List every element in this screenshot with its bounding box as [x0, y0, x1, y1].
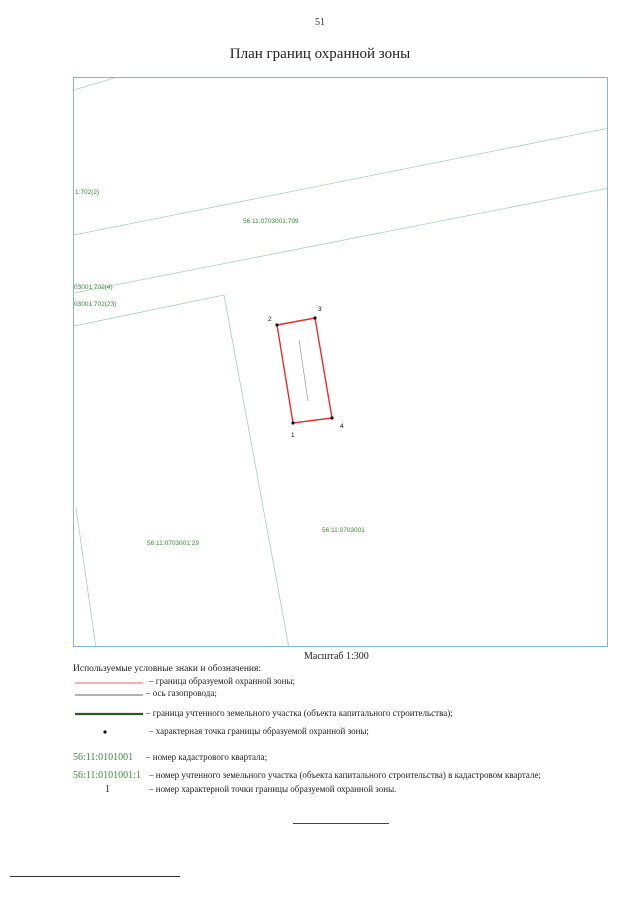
parcel-label: 1:702(2) — [75, 189, 100, 196]
axis-line-symbol — [73, 688, 143, 700]
gas-axis — [299, 340, 308, 401]
point-3 — [313, 316, 316, 319]
quarter-label: 56:11:0703001 — [322, 527, 365, 534]
map-scale: Масштаб 1:300 — [304, 651, 369, 662]
map-drawing — [74, 78, 608, 647]
parcel-line-top-corner — [74, 78, 114, 90]
legend-item-quarter — [73, 752, 613, 764]
point-2 — [275, 323, 278, 326]
map-frame — [73, 77, 608, 647]
legend-item-parcel-number — [73, 770, 633, 782]
legend-text: – номер характерной точки границы образуемой охранной зоны. — [149, 784, 397, 794]
point-label: 4 — [340, 423, 344, 430]
legend-text: – граница образуемой охранной зоны; — [149, 676, 296, 686]
signature-line — [293, 823, 389, 824]
point-label: 3 — [318, 306, 322, 313]
point-label: 1 — [291, 432, 295, 439]
page-number: 51 — [315, 17, 325, 28]
legend-text: – номер кадастрового квартала; — [146, 752, 268, 762]
zone-line-symbol — [73, 676, 143, 688]
legend-item-point-number — [73, 784, 613, 796]
parcel-line-diagonal — [74, 295, 224, 326]
parcel-line-road-lower — [74, 188, 608, 293]
legend-item-zone — [73, 676, 613, 688]
scan-edge-line — [10, 876, 180, 877]
legend-text: – номер учтенного земельного участка (объекта капитального строительства) в кадастровом квартале; — [149, 770, 541, 780]
legend-item-parcel — [73, 708, 623, 720]
parcel-line-road-upper — [74, 128, 608, 235]
parcel-code-sample: 56:11:0101001:1 — [73, 770, 141, 781]
parcel-label: 56:11:0703001:29 — [147, 540, 199, 547]
point-4 — [330, 416, 333, 419]
page-title: План границ охранной зоны — [229, 46, 411, 62]
legend-text: – характерная точка границы образуемой охранной зоны; — [149, 726, 369, 736]
parcel-line-left-edge — [76, 508, 96, 647]
zone-boundary — [277, 318, 332, 423]
legend-item-point — [73, 726, 613, 738]
point-1 — [291, 421, 294, 424]
legend-title: Используемые условные знаки и обозначения: — [73, 664, 262, 674]
legend-item-axis — [73, 688, 613, 700]
point-label: 2 — [268, 316, 272, 323]
parcel-line-vertical — [224, 295, 289, 647]
parcel-label: 03001:702(23) — [74, 301, 117, 308]
parcel-line-symbol — [73, 708, 143, 720]
parcel-label: 03001:702(4) — [74, 284, 113, 291]
point-symbol — [73, 726, 143, 738]
legend-text: – граница учтенного земельного участка (объекта капитального строительства); — [146, 708, 453, 718]
legend-text: – ось газопровода; — [146, 688, 217, 698]
point-number-sample: 1 — [105, 784, 110, 795]
parcel-label: 56:11:0703001:799 — [243, 218, 299, 225]
quarter-code-sample: 56:11:0101001 — [73, 752, 134, 763]
